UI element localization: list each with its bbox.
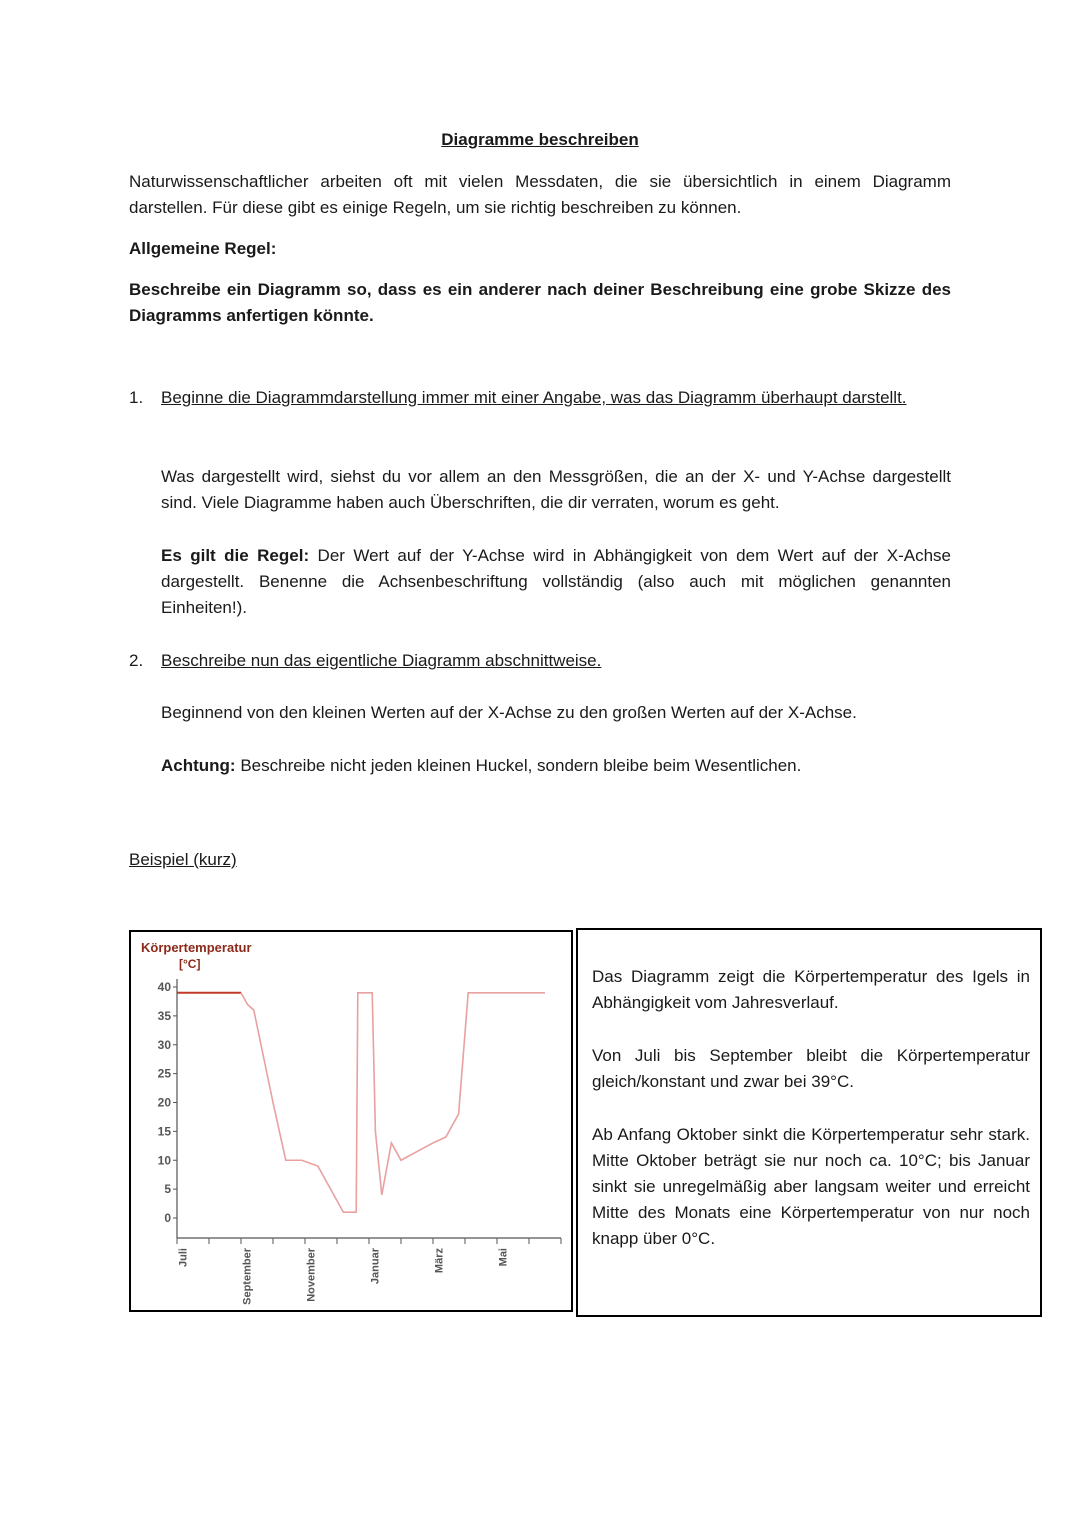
step2-paragraph: Beginnend von den kleinen Werten auf der X-Achse zu den großen Werten auf der X-Achse.: [161, 703, 857, 722]
intro-paragraph: Naturwissenschaftlicher arbeiten oft mit vielen Messdaten, die sie übersichtlich in einem Diagramm darstellen. Für diese gibt es einige Regeln, um sie richtig beschreiben zu können.: [129, 172, 951, 217]
x-tick-label: März: [433, 1248, 446, 1274]
general-rule-heading: Allgemeine Regel:: [129, 239, 277, 258]
general-rule-text: Beschreibe ein Diagramm so, dass es ein anderer nach deiner Beschreibung eine grobe Skizze des Diagramms anfertigen könnte.: [129, 280, 951, 325]
temperature-chart: [131, 932, 571, 1310]
description-box: [576, 928, 1042, 1317]
y-axis-label: Körpertemperatur: [141, 940, 252, 955]
x-tick-label: September: [241, 1248, 254, 1305]
y-tick-label: 10: [157, 1153, 171, 1168]
x-tick-label: November: [305, 1248, 318, 1302]
step1-number: 1.: [129, 388, 144, 407]
step1-rule: [161, 543, 951, 621]
step1-heading: Beginne die Diagrammdarstellung immer mit einer Angabe, was das Diagramm überhaupt darstellt.: [161, 388, 907, 407]
x-tick-label: Juli: [177, 1248, 190, 1267]
page-title: Diagramme beschreiben: [441, 130, 639, 149]
step2-warning-label: Achtung:: [161, 756, 236, 775]
example-heading: Beispiel (kurz): [129, 850, 237, 869]
description-p2: Von Juli bis September bleibt die Körpertemperatur gleich/konstant und zwar bei 39°C.: [592, 1046, 1030, 1091]
chart-axes: [177, 979, 561, 1238]
chart-series: [177, 993, 545, 1212]
step2-heading-wrap: [161, 648, 951, 674]
example-heading-wrap: [129, 847, 951, 873]
step2-heading: Beschreibe nun das eigentliche Diagramm abschnittweise.: [161, 651, 602, 670]
y-tick-label: 25: [157, 1066, 171, 1081]
step1-rule-label: Es gilt die Regel:: [161, 546, 310, 565]
chart-frame: [129, 930, 573, 1312]
y-tick-label: 40: [157, 980, 171, 994]
step1-paragraph: Was dargestellt wird, siehst du vor allem an den Messgrößen, die an der X- und Y-Achse dargestellt sind. Viele Diagramme haben auch Überschriften, die dir verraten, worum es geht.: [161, 467, 951, 512]
description-p1: Das Diagramm zeigt die Körpertemperatur des Igels in Abhängigkeit vom Jahresverlauf.: [592, 967, 1030, 1012]
description-p3: Ab Anfang Oktober sinkt die Körpertemperatur sehr stark. Mitte Oktober beträgt sie nur noch ca. 10°C; bis Januar sinkt sie unregelmäßig aber langsam weiter und erreicht Mitte des Monats eine Körpertemperatur von nur noch knapp über 0°C.: [592, 1125, 1030, 1248]
step1-rule-text: Der Wert auf der Y-Achse wird in Abhängigkeit von dem Wert auf der X-Achse dargestellt. Benenne die Achsenbeschriftung vollständig (also auch mit möglichen genannten Einheiten!).: [161, 546, 951, 617]
x-tick-label: Mai: [497, 1248, 510, 1267]
x-tick-label: Januar: [369, 1248, 382, 1285]
y-ticks: [158, 980, 177, 1225]
y-tick-label: 30: [157, 1037, 171, 1052]
step2-warning: [161, 753, 951, 779]
y-tick-label: 35: [157, 1008, 171, 1023]
y-tick-label: 15: [157, 1124, 171, 1139]
y-tick-label: 0: [164, 1211, 171, 1225]
series-line: [241, 993, 545, 1212]
y-tick-label: 5: [164, 1182, 171, 1197]
x-ticks: [177, 1238, 561, 1305]
step2-warning-text: Beschreibe nicht jeden kleinen Huckel, sondern bleibe beim Wesentlichen.: [235, 756, 802, 775]
step2-number: 2.: [129, 651, 144, 670]
y-tick-label: 20: [157, 1095, 171, 1110]
y-axis-unit: [°C]: [179, 957, 201, 971]
